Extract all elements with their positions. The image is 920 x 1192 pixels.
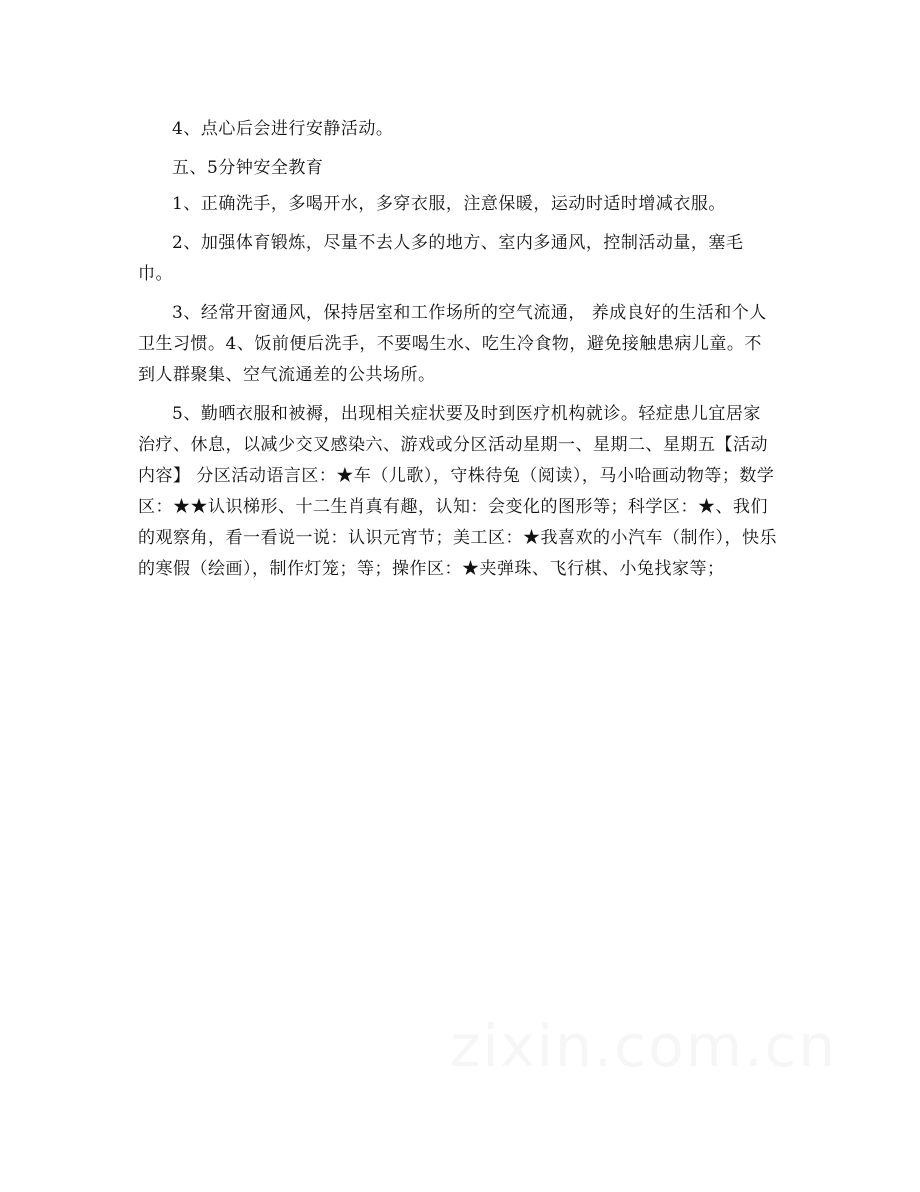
paragraph-item-4: 4、点心后会进行安静活动。 xyxy=(172,119,394,139)
paragraph-item-5: 5、勤晒衣服和被褥，出现相关症状要及时到医疗机构就诊。轻症患儿宜居家治疗、休息，以减少交叉感染六、游戏或分区活动星期一、星期二、星期五【活动内容】 分区活动语言区：★车（儿歌），守株待兔（阅读），马小哈画动物等；数学区：★★认识梯形、十二生肖真有趣，认知：会变化的图形等；科学区：★、我们的观察角，看一看说一说：认识元宵节；美工区：★我喜欢的小汽车（制作），快乐的寒假（绘画），制作灯笼；等；操作区：★夹弹珠、飞行棋、小兔找家等； xyxy=(138,404,777,579)
section-heading-safety-education: 五、5分钟安全教育 xyxy=(172,158,324,178)
document-body xyxy=(138,114,778,593)
watermark-text: zixin.com.cn xyxy=(450,1012,838,1080)
paragraph-item-3: 3、经常开窗通风，保持居室和工作场所的空气流通， 养成良好的生活和个人卫生习惯。4、饭前便后洗手，不要喝生水、吃生冷食物，避免接触患病儿童。不到人群聚集、空气流通差的公共场所。 xyxy=(138,303,767,385)
paragraph-item-1: 1、正确洗手，多喝开水，多穿衣服，注意保暖，运动时适时增减衣服。 xyxy=(172,194,726,214)
paragraph-item-2: 2、加强体育锻炼，尽量不去人多的地方、室内多通风，控制活动量，塞毛巾。 xyxy=(138,233,744,284)
